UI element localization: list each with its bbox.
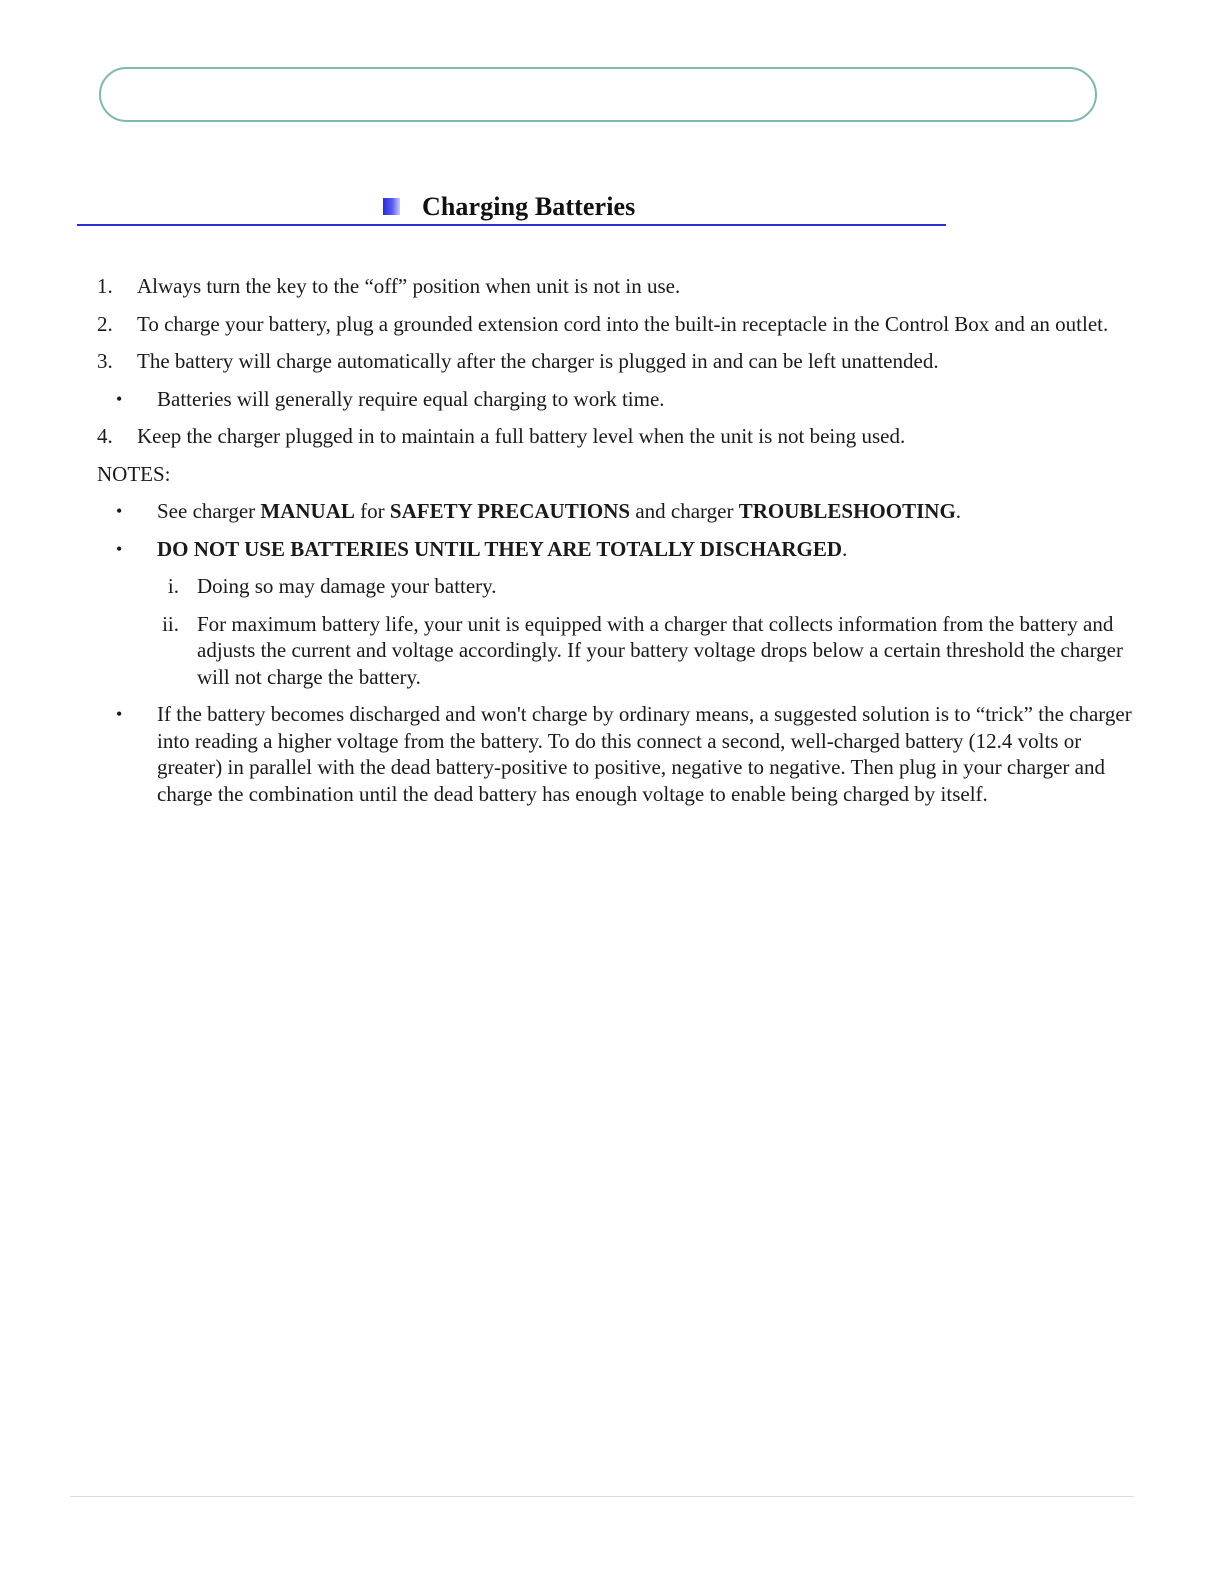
step-sub-bullet [97,386,1147,413]
section-heading [77,190,946,226]
step-number: 2. [97,311,113,336]
step-number: 3. [97,349,113,373]
note-sub-item [97,611,1147,691]
step-text: Keep the charger plugged in to maintain a full battery level when the unit is not being used. [137,424,906,448]
note-text: See charger MANUAL for SAFETY PRECAUTIONS and charger TROUBLESHOOTING. [157,499,962,523]
note-sub-item [97,573,1147,600]
step-text: To charge your battery, plug a grounded extension cord into the built-in receptacle in the Control Box and an outlet. [137,311,1109,336]
step-number: 1. [97,274,113,298]
note-sub-text: Doing so may damage your battery. [197,574,497,598]
note-item [97,536,1147,563]
bullet-icon: • [116,388,123,409]
note-text: DO NOT USE BATTERIES UNTIL THEY ARE TOTALLY DISCHARGED. [157,536,848,561]
title-underline [77,224,946,226]
step-text: Always turn the key to the “off” position when unit is not in use. [137,274,681,298]
note-text: If the battery becomes discharged and won't charge by ordinary means, a suggested solution is to “trick” the charger into reading a higher voltage from the battery. To do this connect a second, well-charged battery (12.4 volts or greater) in parallel with the dead battery-positive to positive, negative to negative. Then plug in your charger and charge the combination until the dead battery has enough voltage to enable being charged by itself. [157,702,1132,806]
bullet-icon: • [116,501,123,521]
note-sub-text: For maximum battery life, your unit is equipped with a charger that collects information from the battery and adjusts the current and voltage accordingly. If your battery voltage drops below a certain threshold the charger will not charge the battery. [197,611,1123,689]
note-item [97,498,1147,525]
roman-numeral: i. [167,574,179,598]
footer-divider [70,1496,1134,1497]
roman-numeral: ii. [162,611,179,636]
notes-label: NOTES: [97,461,171,486]
section-square-icon [383,198,400,215]
bullet-icon: • [116,538,123,559]
document-body [97,273,1147,818]
note-item [97,701,1147,807]
step-number: 4. [97,424,113,448]
step-item [97,273,1147,300]
bullet-icon: • [116,704,123,724]
header-box [99,67,1097,122]
step-text: The battery will charge automatically after the charger is plugged in and can be left unattended. [137,349,939,373]
step-item [97,311,1147,338]
section-title: Charging Batteries [422,192,636,221]
step-item [97,348,1147,375]
step-item [97,423,1147,450]
bullet-text: Batteries will generally require equal charging to work time. [157,386,665,411]
